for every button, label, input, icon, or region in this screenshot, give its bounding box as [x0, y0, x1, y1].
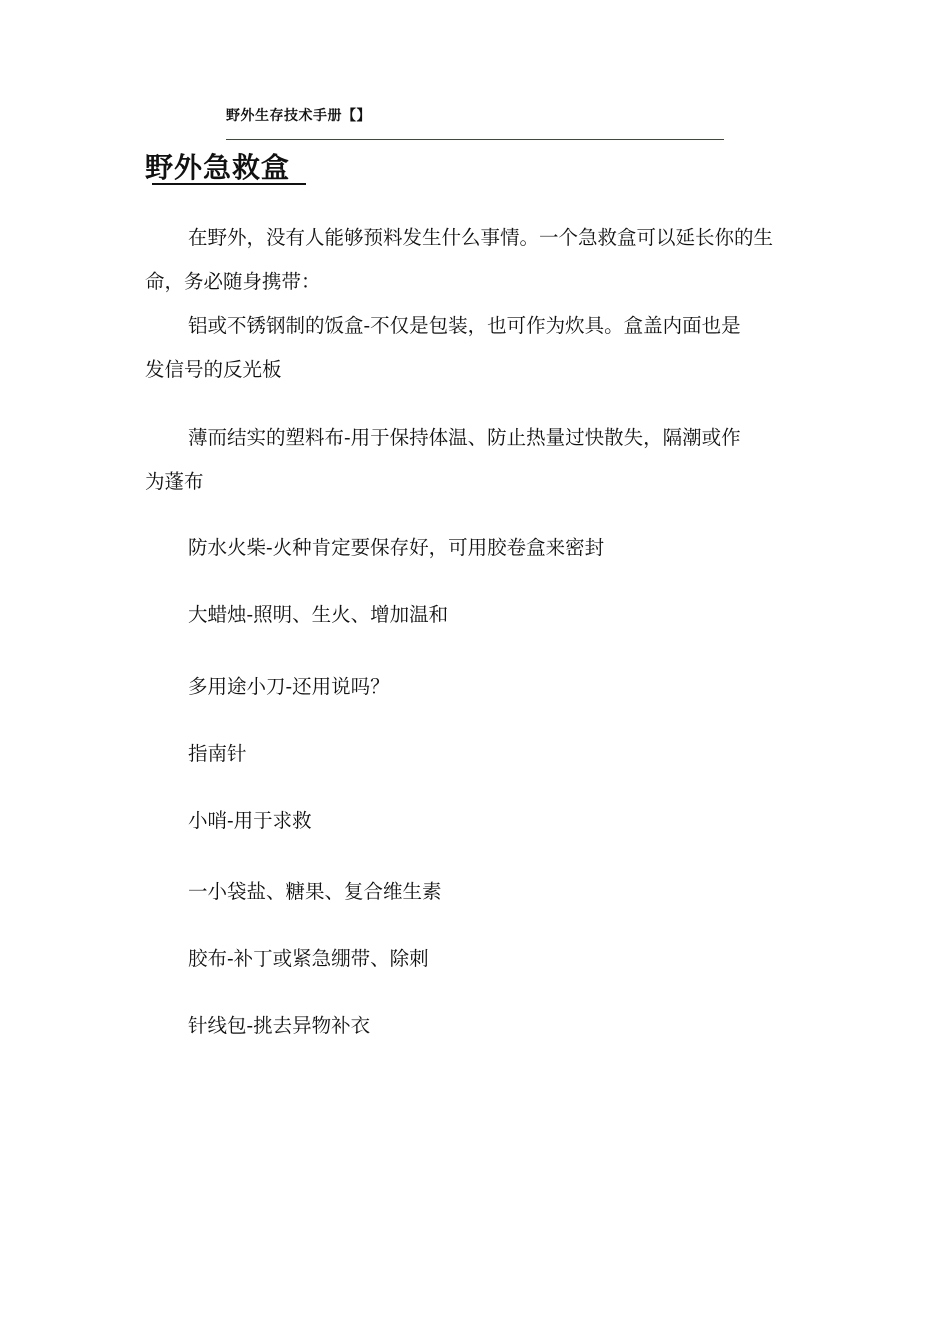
intro-paragraph [145, 216, 810, 304]
list-item-matches: 防水火柴-火种肯定要保存好，可用胶卷盒来密封 [188, 536, 605, 559]
list-item-sewing-kit: 针线包-挑去异物补衣 [188, 1014, 371, 1037]
plastic-line-1: 薄而结实的塑料布-用于保持体温、防止热量过快散失，隔潮或作 [188, 426, 741, 449]
page-heading: 野外急救盒 [145, 151, 291, 184]
list-item-salt: 一小袋盐、糖果、复合维生素 [188, 880, 442, 903]
list-item-plastic-sheet [145, 416, 810, 504]
header-divider [226, 139, 724, 140]
heading-underline [152, 183, 306, 185]
intro-line-1: 在野外，没有人能够预料发生什么事情。一个急救盒可以延长你的生 [188, 226, 774, 249]
list-item-lunchbox [145, 304, 810, 392]
list-item-compass: 指南针 [188, 742, 247, 765]
header-title: 野外生存技术手册【】 [226, 108, 371, 124]
plastic-line-2: 为蓬布 [145, 470, 204, 493]
intro-line-2: 命，务必随身携带： [145, 270, 321, 293]
list-item-knife: 多用途小刀-还用说吗？ [188, 675, 390, 698]
lunchbox-line-2: 发信号的反光板 [145, 358, 282, 381]
list-item-candle: 大蜡烛-照明、生火、增加温和 [188, 603, 449, 626]
list-item-whistle: 小哨-用于求救 [188, 809, 312, 832]
lunchbox-line-1: 铝或不锈钢制的饭盒-不仅是包装，也可作为炊具。盒盖内面也是 [188, 314, 741, 337]
list-item-tape: 胶布-补丁或紧急绷带、除刺 [188, 947, 429, 970]
